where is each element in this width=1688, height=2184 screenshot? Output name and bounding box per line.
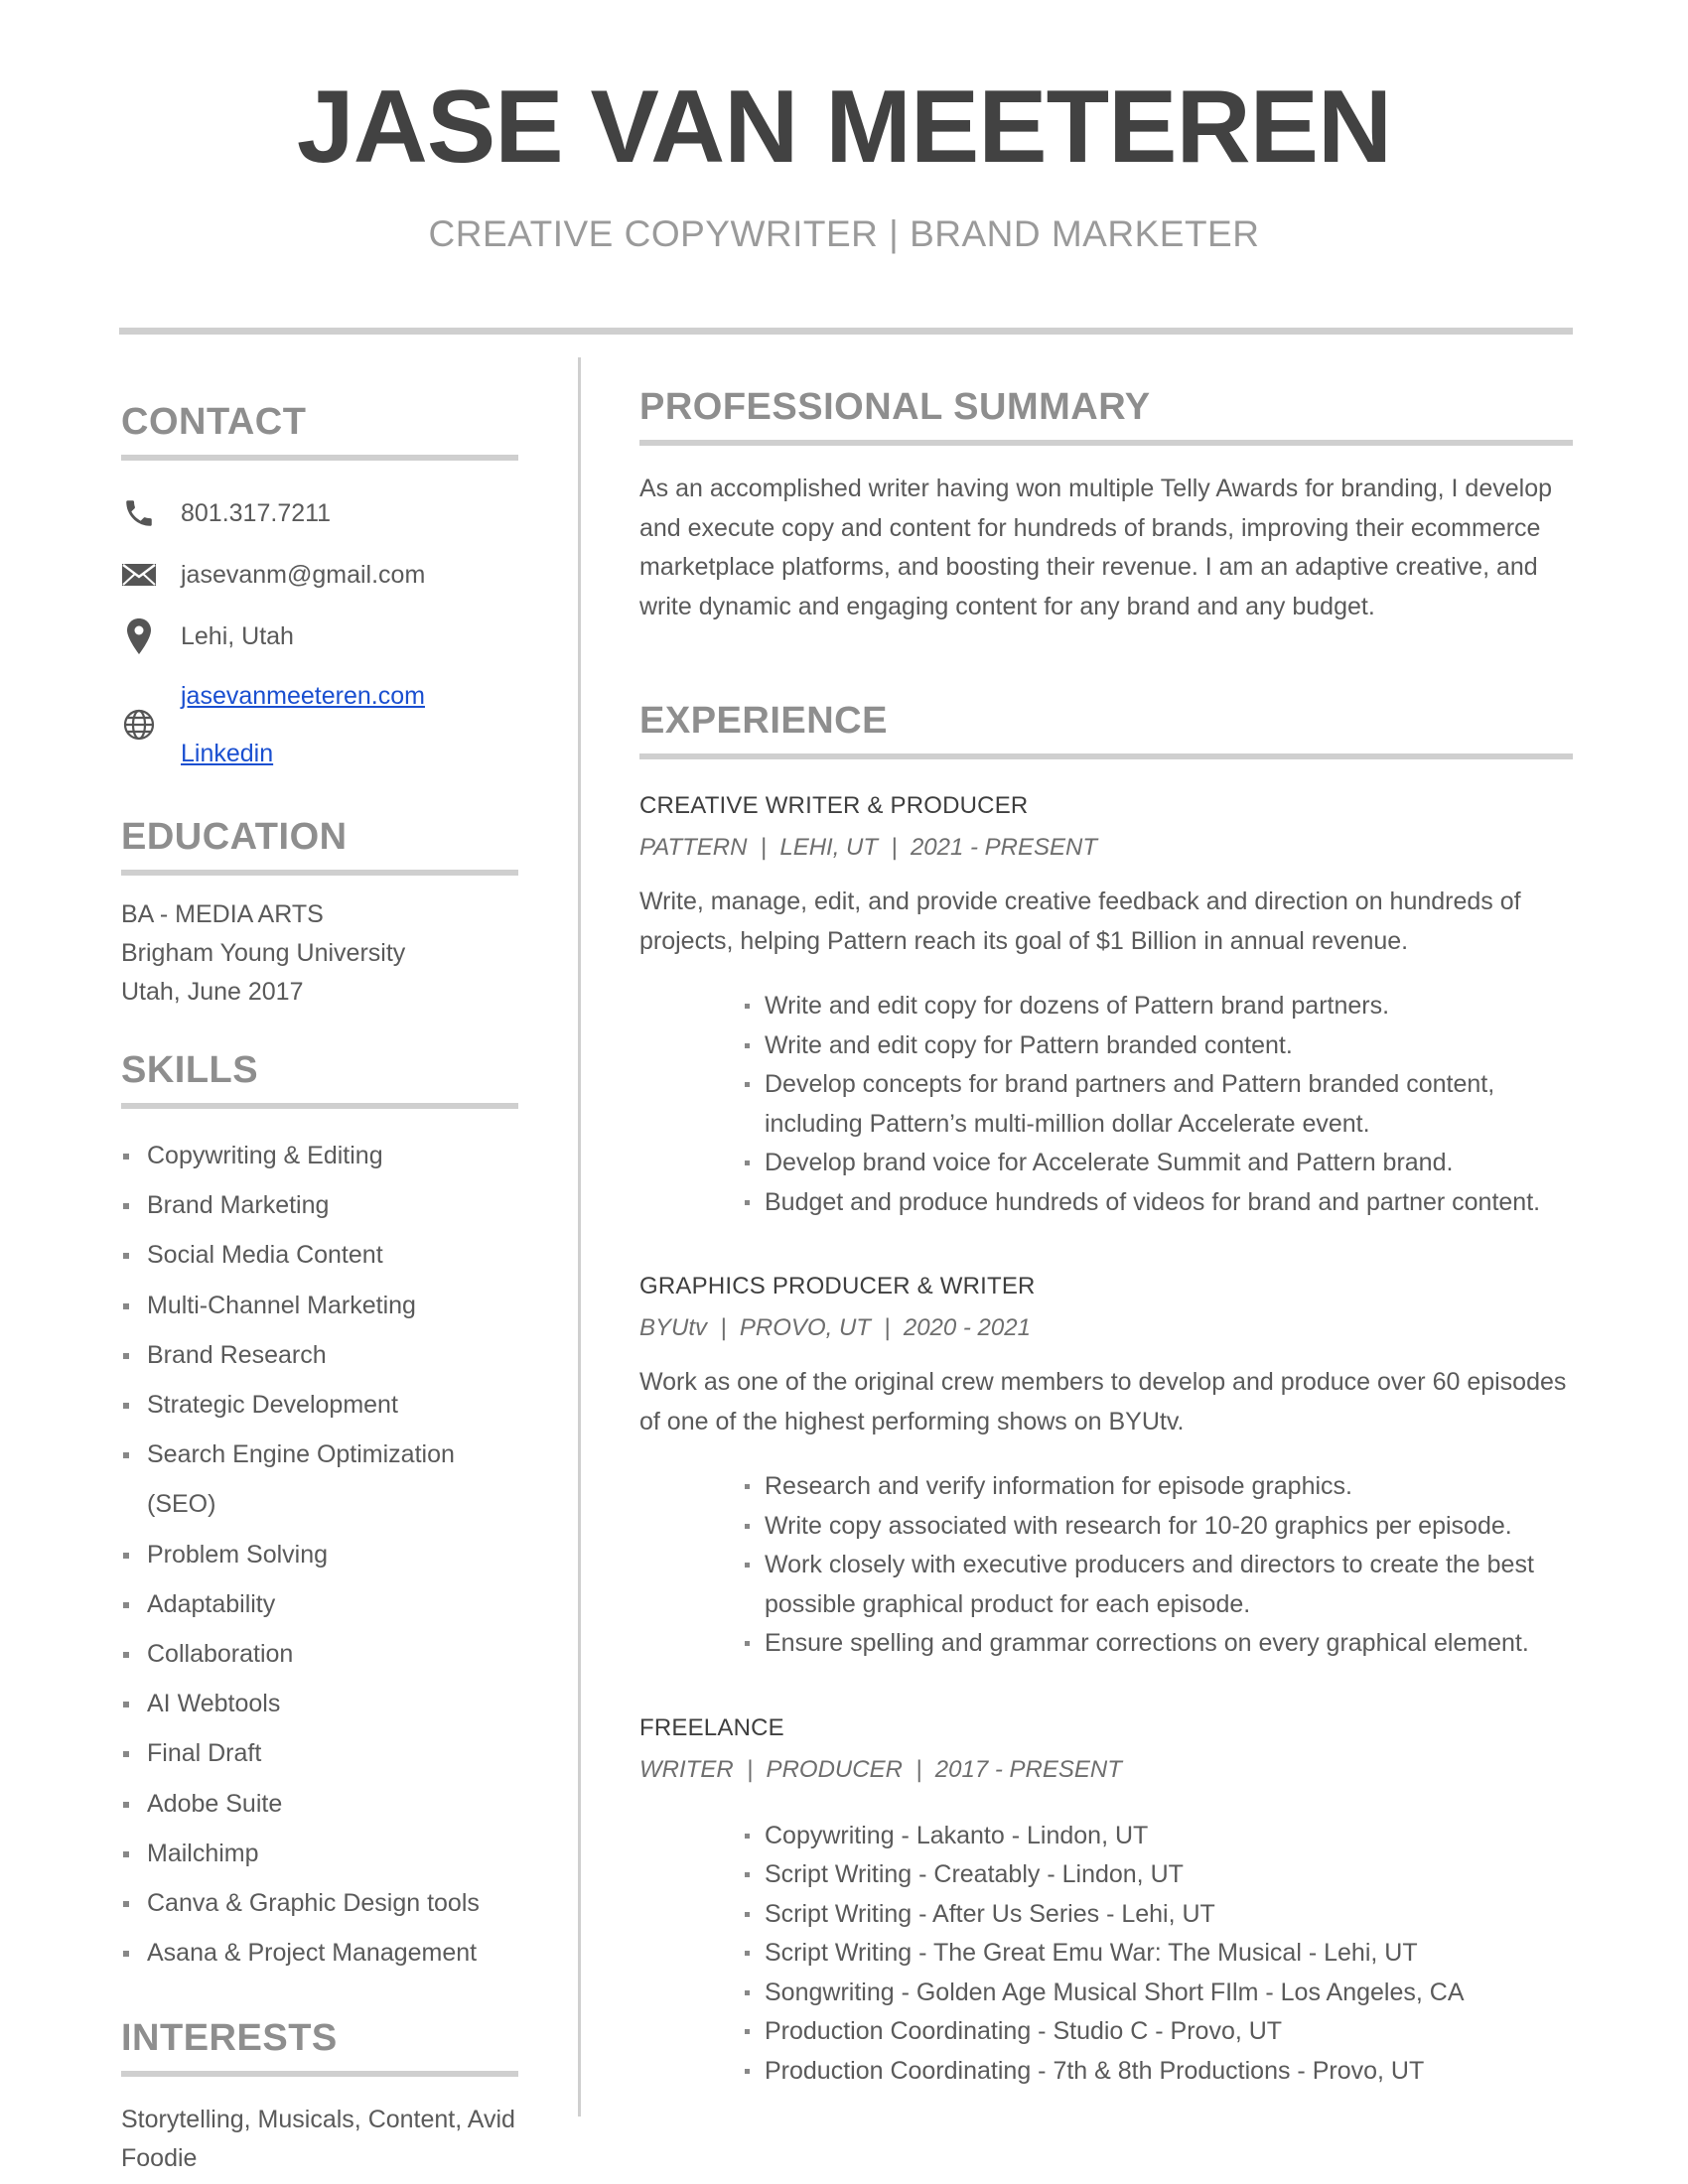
job-bullet: Write copy associated with research for 10-20 graphics per episode. — [765, 1507, 1573, 1547]
contact-phone: 801.317.7211 — [181, 498, 332, 527]
job-bullet: Script Writing - The Great Emu War: The Musical - Lehi, UT — [765, 1934, 1573, 1974]
job-bullets — [639, 1817, 1573, 2092]
job-bullet: Ensure spelling and grammar corrections on every graphical element. — [765, 1624, 1573, 1664]
education-school: Brigham Young University — [121, 939, 406, 967]
job-meta: WRITER | PRODUCER | 2017 - PRESENT — [639, 1755, 1122, 1783]
job-bullet: Script Writing - After Us Series - Lehi, UT — [765, 1895, 1573, 1935]
job-entry — [639, 789, 1573, 1222]
contact-location-row — [121, 606, 518, 667]
job-title: FREELANCE — [639, 1713, 784, 1741]
experience-section — [639, 696, 1573, 2091]
job-description: Write, manage, edit, and provide creative feedback and direction on hundreds of projects, helping Pattern reach its goal of $1 Billion in annual revenue. — [639, 887, 1521, 955]
skill-item: Adaptability — [121, 1579, 518, 1629]
web-links — [181, 667, 425, 782]
skill-item: Problem Solving — [121, 1530, 518, 1579]
candidate-subtitle: CREATIVE COPYWRITER | BRAND MARKETER — [428, 213, 1260, 254]
job-bullet: Research and verify information for episode graphics. — [765, 1467, 1573, 1507]
header-divider — [119, 328, 1573, 335]
skills-list — [121, 1131, 518, 1978]
job-meta: PATTERN | LEHI, UT | 2021 - PRESENT — [639, 834, 1098, 861]
job-bullet: Write and edit copy for dozens of Pattern brand partners. — [765, 987, 1573, 1026]
contact-list — [121, 482, 518, 782]
phone-icon — [119, 493, 159, 533]
interests-text: Storytelling, Musicals, Content, Avid Foodie — [121, 2106, 515, 2173]
job-bullet: Develop brand voice for Accelerate Summit and Pattern brand. — [765, 1144, 1573, 1183]
job-meta: BYUtv | PROVO, UT | 2020 - 2021 — [639, 1314, 1031, 1341]
skill-item: Canva & Graphic Design tools — [121, 1878, 518, 1928]
job-bullets — [639, 987, 1573, 1222]
skills-section — [121, 1045, 518, 1978]
right-column — [639, 382, 1573, 2091]
skill-item: Adobe Suite — [121, 1779, 518, 1829]
skills-title: SKILLS — [121, 1049, 259, 1091]
contact-web-row — [121, 667, 518, 782]
job-title: GRAPHICS PRODUCER & WRITER — [639, 1273, 1036, 1299]
education-title: EDUCATION — [121, 816, 348, 858]
skill-item: Asana & Project Management — [121, 1928, 518, 1978]
skill-item: Brand Marketing — [121, 1180, 518, 1230]
map-pin-icon — [119, 616, 159, 656]
contact-rule — [121, 455, 518, 461]
job-bullets — [639, 1467, 1573, 1664]
left-column — [121, 397, 518, 2178]
job-bullet: Script Writing - Creatably - Lindon, UT — [765, 1855, 1573, 1895]
education-details — [121, 895, 518, 1012]
contact-phone-row — [121, 482, 518, 544]
skill-item: Multi-Channel Marketing — [121, 1281, 518, 1330]
candidate-name: JASE VAN MEETEREN — [296, 69, 1392, 185]
contact-email: jasevanm@gmail.com — [181, 560, 426, 589]
contact-email-row — [121, 544, 518, 606]
column-divider — [578, 357, 581, 2116]
summary-title: PROFESSIONAL SUMMARY — [639, 386, 1151, 428]
envelope-icon — [119, 555, 159, 595]
job-bullet: Write and edit copy for Pattern branded content. — [765, 1026, 1573, 1066]
education-degree: BA - MEDIA ARTS — [121, 900, 324, 928]
job-entry — [639, 1711, 1573, 2092]
job-bullet: Songwriting - Golden Age Musical Short FIlm - Los Angeles, CA — [765, 1974, 1573, 2013]
skill-item: Collaboration — [121, 1629, 518, 1679]
education-section — [121, 812, 518, 1012]
experience-rule — [639, 753, 1573, 759]
job-bullet: Production Coordinating - Studio C - Provo, UT — [765, 2012, 1573, 2052]
interests-title: INTERESTS — [121, 2017, 338, 2060]
job-description: Work as one of the original crew members to develop and produce over 60 episodes of one of the highest performing shows on BYUtv. — [639, 1368, 1567, 1435]
job-title: CREATIVE WRITER & PRODUCER — [639, 792, 1029, 819]
contact-location: Lehi, Utah — [181, 621, 294, 650]
skill-item: AI Webtools — [121, 1679, 518, 1728]
skill-item: Brand Research — [121, 1330, 518, 1380]
globe-icon — [119, 705, 159, 745]
education-rule — [121, 870, 518, 876]
job-entry — [639, 1270, 1573, 1664]
skill-item: Final Draft — [121, 1728, 518, 1778]
job-bullet: Production Coordinating - 7th & 8th Productions - Provo, UT — [765, 2052, 1573, 2092]
summary-text: As an accomplished writer having won multiple Telly Awards for branding, I develop and execute copy and content for hundreds of brands, improving their ecommerce marketplace platforms, and boosting their revenue. I am an adaptive creative, and write dynamic and engaging content for any brand and any budget. — [639, 475, 1553, 620]
interests-section — [121, 2013, 518, 2178]
interests-rule — [121, 2071, 518, 2077]
skill-item: Mailchimp — [121, 1829, 518, 1878]
job-bullet: Budget and produce hundreds of videos for brand and partner content. — [765, 1183, 1573, 1223]
summary-rule — [639, 440, 1573, 446]
contact-title: CONTACT — [121, 401, 307, 443]
skill-item: Search Engine Optimization (SEO) — [121, 1430, 518, 1529]
website-link[interactable]: jasevanmeeteren.com — [181, 682, 425, 710]
skill-item: Strategic Development — [121, 1380, 518, 1430]
linkedin-link[interactable]: Linkedin — [181, 740, 274, 767]
skill-item: Social Media Content — [121, 1230, 518, 1280]
skill-item: Copywriting & Editing — [121, 1131, 518, 1180]
summary-section — [639, 382, 1573, 626]
skills-rule — [121, 1103, 518, 1109]
job-bullet: Develop concepts for brand partners and Pattern branded content, including Pattern’s multi-million dollar Accelerate event. — [765, 1065, 1573, 1144]
contact-section — [121, 397, 518, 782]
experience-title: EXPERIENCE — [639, 700, 888, 742]
job-bullet: Copywriting - Lakanto - Lindon, UT — [765, 1817, 1573, 1856]
job-bullet: Work closely with executive producers and directors to create the best possible graphical product for each episode. — [765, 1546, 1573, 1624]
education-place-date: Utah, June 2017 — [121, 978, 304, 1006]
